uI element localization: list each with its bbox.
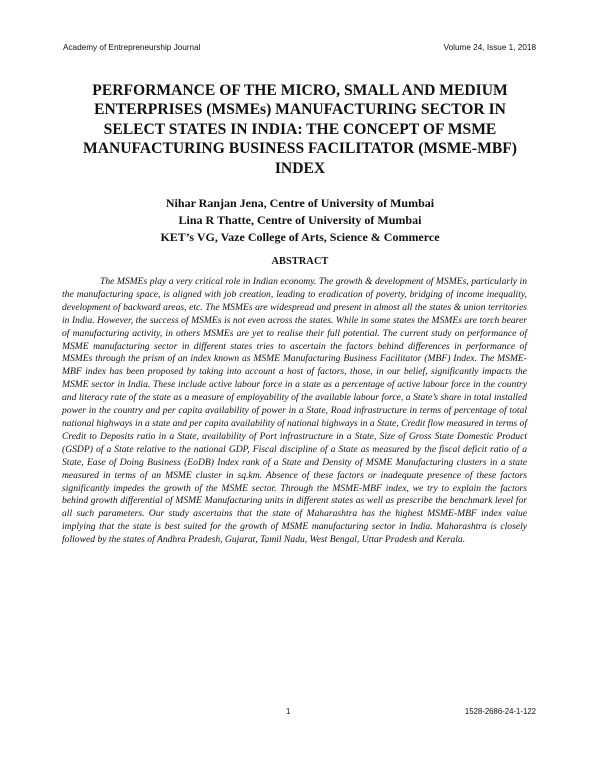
author-1: Nihar Ranjan Jena, Centre of University of Mumbai	[165, 196, 435, 210]
document-id: 1528-2686-24-1-122	[464, 707, 536, 716]
page-number: 1	[286, 707, 291, 716]
author-3: KET’s VG, Vaze College of Arts, Science & Commerce	[160, 230, 440, 244]
author-2: Lina R Thatte, Centre of University of Mumbai	[178, 213, 422, 227]
paper-title: PERFORMANCE OF THE MICRO, SMALL AND MEDIUM ENTERPRISES (MSMEs) MANUFACTURING SECTOR IN SELECT STATES IN INDIA: THE CONCEPT OF MSME MANUFACTURING BUSINESS FACILITATOR (MSME-MBF) INDEX	[83, 82, 517, 177]
journal-name: Academy of Entrepreneurship Journal	[63, 43, 201, 52]
author-list	[70, 195, 530, 246]
abstract-heading: ABSTRACT	[271, 256, 329, 267]
volume-issue: Volume 24, Issue 1, 2018	[443, 43, 536, 52]
abstract-text: The MSMEs play a very critical role in Indian economy. The growth & development of MSMEs, particularly in the manufacturing space, is aligned with job creation, leading to eradication of poverty, bridging of income inequality, development of backward areas, etc. The MSMEs are widespread and present in almost all the states & union territories in India. However, the success of MSMEs is not even across the states. While in some states the MSMEs are torch bearer of manufacturing activity, in others MSMEs are yet to realise their full potential. The current study on performance of MSME manufacturing sector in different states tries to ascertain the factors behind differences in performance of MSMEs through the prism of an index known as MSME Manufacturing Business Facilitator (MBF) Index. The MSME-MBF index has been proposed by taking into account a host of factors, those, in our belief, significantly impacts the MSME sector in India. These include active labour force in a state as a percentage of active labour force in the country and literacy rate of the state as a measure of employability of the available labour force, a State’s share in total installed power in the country and per capita availability of power in a State, Road infrastructure in terms of percentage of total national highways in a state and per capita availability of national highways in a State, Credit flow measured in terms of Credit to Deposits ratio in a State, availability of Port infrastructure in a State, Size of Gross State Domestic Product (GSDP) of a State relative to the national GDP, Fiscal discipline of a State as measured by the fiscal deficit ratio of a State, Ease of Doing Business (EoDB) Index rank of a State and Density of MSME Manufacturing clusters in a state measured in terms of an MSME cluster in sq.km. Absence of these factors or inadequate presence of these factors significantly impedes the growth of the MSME sector. Through the MSME-MBF index, we try to explain the factors behind growth differential of MSME Manufacturing units in different states as well as prescribe the benchmark level for all such parameters. Our study ascertains that the state of Maharashtra has the highest MSME-MBF index value implying that the state is best suited for the growth of MSME manufacturing sector in India. Maharashtra is closely followed by the states of Andhra Pradesh, Gujarat, Tamil Nadu, West Bengal, Uttar Pradesh and Kerala.	[62, 276, 527, 546]
